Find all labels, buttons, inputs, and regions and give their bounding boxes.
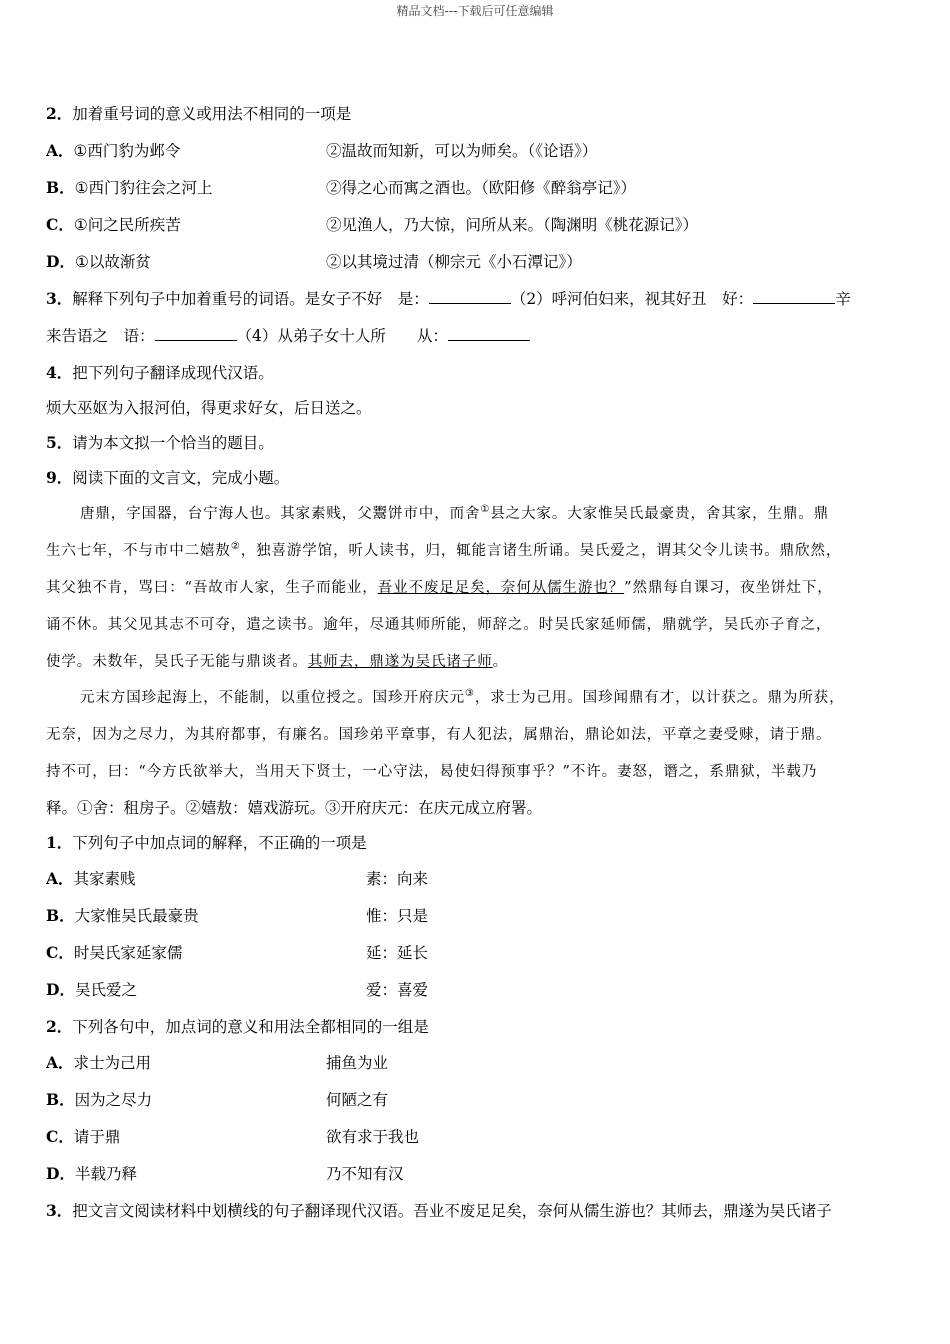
- footnote-mark: ①: [480, 504, 491, 516]
- question-text: 阅读下面的文言文，完成小题。: [72, 469, 290, 487]
- s1-option-b[interactable]: [46, 902, 920, 930]
- question-number: 3．: [46, 1201, 73, 1220]
- question-text: 解释下列句子中加着重号的词语。是女子不好 是：: [72, 290, 429, 308]
- question-text: 辛: [835, 290, 851, 308]
- option-left: 求士为己用: [73, 1054, 152, 1072]
- passage-text: 其父独不肯，骂曰：“吾故市人家，生子而能业，: [46, 580, 378, 596]
- passage-text: ，独喜游学馆，听人读书，归，辄能言诸生所诵。吴氏爱之，谓其父令儿读书。鼎欣然，: [240, 543, 842, 559]
- option-right: 爱：喜爱: [366, 981, 429, 999]
- passage-p2-line3: 持不可，曰：“今方氏欲举大，当用天下贤士，一心守法，曷使妇得预事乎？”不许。妻怒，谮之，系鼎狱，半载乃: [46, 764, 818, 780]
- passage-footnotes: 释。①舍：租房子。②嬉敖：嬉戏游玩。③开府庆元：在庆元成立府署。: [46, 799, 543, 817]
- answer-blank[interactable]: [429, 285, 511, 304]
- answer-blank[interactable]: [753, 285, 835, 304]
- s1-option-d[interactable]: [46, 976, 920, 1004]
- option-letter: B．: [46, 1090, 75, 1109]
- s1-option-a[interactable]: [46, 865, 920, 893]
- passage-text: 。: [492, 654, 509, 670]
- passage-text: 使学。未数年，吴氏子无能与鼎谈者。: [46, 654, 308, 670]
- passage-text: 县之大家。大家惟吴氏最豪贵，舍其家，生鼎。鼎: [490, 506, 830, 522]
- option-left: 时吴氏家延家儒: [73, 944, 183, 962]
- s2-option-a[interactable]: [46, 1049, 920, 1077]
- option-letter: C．: [46, 1127, 74, 1146]
- question-number: 2．: [46, 1017, 73, 1036]
- option-right: ②见渔人，乃大惊，问所从来。（陶渊明《桃花源记》）: [326, 216, 699, 234]
- question-number: 5．: [46, 433, 73, 452]
- option-letter: D．: [46, 252, 75, 271]
- option-letter: D．: [46, 980, 75, 999]
- option-left: ①西门豹往会之河上: [74, 179, 213, 197]
- option-letter: B．: [46, 906, 75, 925]
- question-number: 1．: [46, 833, 73, 852]
- option-left: 请于鼎: [73, 1128, 121, 1146]
- option-left: 吴氏爱之: [74, 981, 137, 999]
- subquestion-2-stem: [46, 1013, 920, 1041]
- question-3-line2: [46, 322, 920, 350]
- option-left: 因为之尽力: [74, 1091, 153, 1109]
- passage-p1-line4: 诵不休。其父见其志不可夺，遣之读书。逾年，尽通其师所能，师辞之。时吴氏家延师儒，鼎就学，吴氏亦子育之，: [46, 617, 832, 633]
- footnote-mark: ③: [465, 688, 475, 700]
- q2-option-a: [46, 137, 920, 165]
- question-text: （2）呼河伯妇来，视其好丑 好：: [510, 290, 754, 308]
- option-right: ②温故而知新，可以为师矣。（《论语》）: [326, 142, 598, 160]
- question-5-stem: [46, 429, 920, 457]
- question-text: 请为本文拟一个恰当的题目。: [72, 434, 274, 452]
- passage-p1-line1: [46, 500, 920, 528]
- subquestion-3-stem: [46, 1197, 920, 1225]
- option-right: 延：延长: [366, 944, 429, 962]
- option-letter: B．: [46, 178, 75, 197]
- option-right: 乃不知有汉: [326, 1165, 404, 1183]
- option-right: 素：向来: [366, 870, 429, 888]
- s1-option-c[interactable]: [46, 939, 920, 967]
- option-left: 其家素贱: [73, 870, 136, 888]
- question-number: 2．: [46, 104, 73, 123]
- question-4-stem: [46, 359, 920, 387]
- s2-option-c[interactable]: [46, 1123, 920, 1151]
- passage-p1-line3: [46, 574, 920, 602]
- option-left: 大家惟吴氏最豪贵: [74, 907, 199, 925]
- q2-option-d: [46, 248, 920, 276]
- question-number: 4．: [46, 363, 73, 382]
- option-right: 欲有求于我也: [326, 1128, 420, 1146]
- subquestion-1-stem: [46, 829, 920, 857]
- option-right: ②得之心而寓之酒也。（欧阳修《醉翁亭记》）: [326, 179, 637, 197]
- question-text: 下列各句中，加点词的意义和用法全都相同的一组是: [72, 1018, 429, 1036]
- option-letter: C．: [46, 215, 74, 234]
- passage-p1-line5: [46, 648, 920, 676]
- s2-option-d[interactable]: [46, 1160, 920, 1188]
- s2-option-b[interactable]: [46, 1086, 920, 1114]
- question-text: 把下列句子翻译成现代汉语。: [72, 364, 274, 382]
- question-text: 把文言文阅读材料中划横线的句子翻译现代汉语。吾业不废足足矣，奈何从儒生游也？其师去，鼎遂为吴氏诸子: [72, 1202, 832, 1220]
- underlined-sentence: 吾业不废足足矣，奈何从儒生游也？: [377, 580, 625, 596]
- answer-blank[interactable]: [155, 322, 237, 341]
- option-letter: A．: [46, 1053, 74, 1072]
- passage-p1-line2: [46, 537, 920, 565]
- question-9-stem: [46, 464, 920, 492]
- option-letter: D．: [46, 1164, 75, 1183]
- answer-blank[interactable]: [448, 322, 530, 341]
- option-right: 何陋之有: [326, 1091, 389, 1109]
- option-right: 捕鱼为业: [326, 1054, 389, 1072]
- option-letter: A．: [46, 869, 74, 888]
- passage-text: 唐鼎，字国器，台宁海人也。其家素贱，父鬻饼市中，而舍: [80, 506, 481, 522]
- page-header: 精品文档---下载后可任意编辑: [396, 4, 554, 18]
- q2-option-c: [46, 211, 920, 239]
- option-left: ①问之民所疾苦: [73, 216, 181, 234]
- passage-text: ，求士为己用。国珍闻鼎有才，以计获之。鼎为所获，: [474, 690, 845, 706]
- passage-text: ”然鼎每自课习，夜坐饼灶下，: [624, 580, 833, 596]
- question-number: 3．: [46, 289, 73, 308]
- question-3-line1: [46, 285, 920, 313]
- passage-p2-line2: 无奈，因为之尽力，为其府都事，有廉名。国珍弟平章事，有人犯法，属鼎治，鼎论如法，平章之妻受赇，请于鼎。: [46, 727, 832, 743]
- question-number: 9．: [46, 468, 73, 487]
- question-text: 下列句子中加点词的解释，不正确的一项是: [72, 834, 367, 852]
- question-text: 来告语之 语：: [46, 327, 155, 345]
- passage-text: 元末方国珍起海上，不能制，以重位授之。国珍开府庆元: [80, 690, 465, 706]
- option-left: 半载乃释: [74, 1165, 137, 1183]
- passage-p2-line1: [46, 684, 920, 712]
- option-left: ①西门豹为邺令: [73, 142, 181, 160]
- passage-text: 生六七年，不与市中二嬉敖: [46, 543, 231, 559]
- option-right: 惟：只是: [366, 907, 429, 925]
- question-2-stem: [46, 100, 920, 128]
- question-4-sentence: 烦大巫妪为入报河伯，得更求好女，后日送之。: [46, 399, 372, 417]
- q2-option-b: [46, 174, 920, 202]
- underlined-sentence: 其师去，鼎遂为吴氏诸子师: [307, 654, 493, 670]
- option-letter: A．: [46, 141, 74, 160]
- option-left: ①以故渐贫: [74, 253, 151, 271]
- option-letter: C．: [46, 943, 74, 962]
- footnote-mark: ②: [230, 541, 241, 553]
- question-text: （4）从弟子女十人所 从：: [236, 327, 448, 345]
- question-text: 加着重号词的意义或用法不相同的一项是: [72, 105, 352, 123]
- option-right: ②以其境过清（柳宗元《小石潭记》）: [326, 253, 582, 271]
